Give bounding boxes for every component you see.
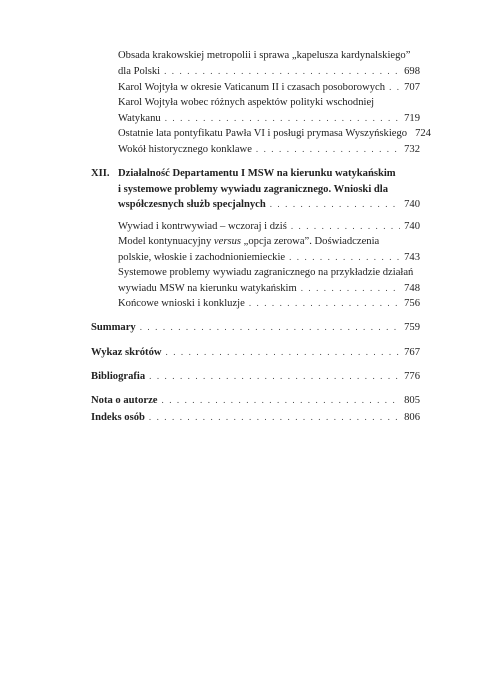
toc-entry — [118, 296, 420, 312]
toc-entry-title: Summary — [91, 322, 136, 333]
text-run: „opcja zerowa”. Doświadczenia — [241, 236, 380, 247]
dot-leader — [164, 64, 400, 80]
toc-entry — [118, 95, 420, 126]
dot-leader — [249, 296, 400, 312]
dot-leader — [162, 393, 401, 409]
chapter-heading — [91, 166, 420, 214]
toc-page-number: 707 — [404, 82, 420, 93]
toc-entry-line — [118, 234, 420, 250]
dot-leader — [149, 410, 400, 426]
chapter-title-last: współczesnych służb specjalnych — [118, 199, 266, 210]
toc-page-number: 698 — [404, 65, 420, 77]
toc-entry — [118, 142, 420, 158]
dot-leader — [289, 250, 400, 266]
toc-page-number: 748 — [404, 282, 420, 294]
toc-entry-summary — [91, 320, 420, 336]
toc-page-number: 767 — [404, 347, 420, 358]
toc-entry-title: Końcowe wnioski i konkluzje — [118, 298, 245, 309]
chapter-title-line: i systemowe problemy wywiadu zagranicznego. Wnioski dla — [118, 183, 389, 195]
toc-entry-title: Bibliografia — [91, 371, 146, 382]
toc-entry — [118, 80, 420, 96]
toc-entry-title: polskie, włoskie i zachodnioniemieckie — [118, 251, 286, 263]
toc-entry-bibliography — [91, 369, 420, 385]
toc-page-number: 732 — [404, 144, 420, 155]
toc-entry-author-note — [91, 393, 420, 409]
toc-entry — [118, 234, 420, 265]
dot-leader — [389, 80, 400, 96]
toc-entry-abbreviations — [91, 345, 420, 361]
dot-leader — [256, 142, 400, 158]
toc-entry — [118, 219, 420, 235]
toc-entry-index — [91, 410, 420, 426]
dot-leader — [165, 111, 400, 127]
italic-text: versus — [213, 236, 241, 247]
toc-entry-line: Karol Wojtyła wobec różnych aspektów polityki wschodniej — [118, 97, 375, 108]
toc-entry — [118, 265, 420, 296]
toc-entry-title: Wykaz skrótów — [91, 347, 162, 358]
chapter-number: XII. — [91, 168, 110, 179]
toc-entry-title: Wokół historycznego konklawe — [118, 144, 252, 155]
toc-entry-title: wywiadu MSW na kierunku watykańskim — [118, 282, 297, 294]
toc-entry-title: Watykanu — [118, 112, 161, 124]
toc-entry-line: Systemowe problemy wywiadu zagranicznego na przykładzie działań — [118, 267, 414, 278]
toc-entry-line: Obsada krakowskiej metropolii i sprawa „kapelusza kardynalskiego” — [118, 50, 411, 61]
dot-leader — [270, 197, 400, 213]
dot-leader — [301, 281, 400, 297]
toc-page-number: 719 — [404, 112, 420, 124]
toc-entry — [118, 48, 420, 79]
toc-entry-title: Karol Wojtyła w okresie Vaticanum II i czasach posoborowych — [118, 82, 386, 93]
dot-leader — [149, 369, 400, 385]
toc-entry-title: Ostatnie lata pontyfikatu Pawła VI i posługi prymasa Wyszyńskiego — [118, 128, 408, 139]
text-run: Model kontynuacyjny — [118, 236, 214, 247]
toc-page-number: 740 — [404, 199, 420, 210]
toc-page-number: 756 — [404, 298, 420, 309]
chapter-title-line: Działalność Departamentu I MSW na kierunku watykańskim — [118, 168, 396, 179]
dot-leader — [140, 320, 400, 336]
toc-page-number: 805 — [404, 395, 420, 406]
toc-page-number: 724 — [415, 128, 431, 139]
toc-entry-title: Wywiad i kontrwywiad – wczoraj i dziś — [118, 221, 287, 232]
toc-entry-title: dla Polski — [118, 65, 161, 77]
toc-page-number: 806 — [404, 412, 420, 423]
toc-entry — [118, 126, 431, 142]
toc-entry-title: Indeks osób — [91, 412, 145, 423]
toc-page-number: 776 — [404, 371, 420, 382]
toc-entry-title: Nota o autorze — [91, 395, 158, 406]
toc-page-number: 743 — [404, 251, 420, 263]
dot-leader — [166, 345, 401, 361]
dot-leader — [291, 219, 400, 235]
toc-page-number: 759 — [404, 322, 420, 333]
toc-page-number: 740 — [404, 221, 420, 232]
